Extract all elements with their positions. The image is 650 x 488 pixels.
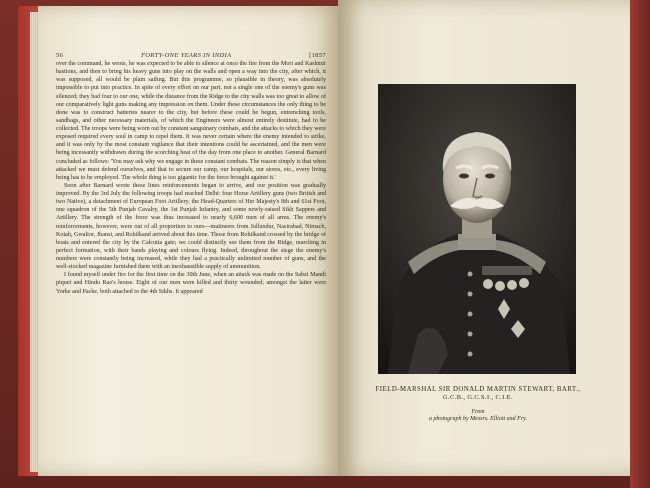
- book-cover-right-edge: [630, 0, 650, 488]
- paragraph: Soon after Barnard wrote these lines reinforcements began to arrive, and our position was gradually improved. By the 3rd July the following troops had reached Delhi: four Horse Artillery guns (two British and two Native), a detachment of European Foot Artillery, the Head-Quarters of Her Majesty's 8th and 61st Foot, one squadron of the 5th Punjab Cavalry, the 1st Punjab Infantry, and some newly-raised Sikh Sappers and Artillery. The strength of the force was thus increased to nearly 6,600 men of all arms. The enemy's reinforcements, however, were out of all proportion to ours—mutineers from Jullundur, Nasirabad, Nimach, Kotah, Gwalior, Jhansi, and Rohilkand arrived about this time. Those from Rohilkand crossed by the bridge of boats and entered the city by the Calcutta gate; we could distinctly see them from the Ridge, marching in perfect formation, with their bands playing and colours flying. Indeed, throughout the siege the enemy's numbers were constantly being increased, while they had a practically unlimited number of guns, and the well-stocked magazine furnished them with an inexhaustible supply of ammunition.: [56, 182, 326, 271]
- body-text: [56, 60, 326, 448]
- portrait-engraving: [378, 84, 576, 374]
- paragraph: I found myself under fire for the first time on the 30th June, when an attack was made on the Sabzi Mandi piquet and Hindu Rao's house. Eight of our men were killed and thirty wounded; amongst the latter were Yorke and Packe, both attached to the 4th Sikhs. It appeared: [56, 272, 326, 295]
- caption-honours: G.C.B., G.C.S.I., C.I.E.: [443, 394, 513, 401]
- caption-name: FIELD-MARSHAL SIR DONALD MARTIN STEWART, BART.,: [375, 386, 581, 393]
- portrait-illustration: [378, 84, 576, 374]
- page-number: 56: [56, 52, 64, 59]
- header-year: [1857: [309, 52, 326, 59]
- portrait-caption: [360, 386, 596, 422]
- paragraph: over the command, he wrote, he was expected to be able to silence at once the fire from the Mori and Kashmir bastions, and then to bring his heavy guns into play on the walls and open a way into the city, after which, it was supposed, all would be plain sailing. But this programme, so plausible in theory, was absolutely impossible to put into practice. In spite of every effort on our part, not a single one of the enemy's guns was silenced; they had four to our one, while the distance from the Ridge to the city walls was too great to allow of our comparatively light guns making any impression on them. Under these circumstances the only thing to be done was to construct batteries nearer to the city, but before these could be begun, entrenching tools, sandbags, and other necessary materials, of which the Engineers were almost entirely destitute, had to be collected. The troops were being worn out by constant sanguinary combats, and the attacks to which they were exposed required every soul in camp to repel them. It was never certain where the enemy intended to strike, and it was only by the most constant vigilance that their intentions could be ascertained, and the men were being incessantly withdrawn during the scorching heat of the day from one place to another. General Barnard concluded as follows: 'You may ask why we engage in these constant combats. The reason simply is that when attacked we must defend ourselves, and that to secure our camp, our hospitals, our stores, etc., every living being has to be employed. The whole thing is too gigantic for the force brought against it.': [56, 61, 326, 181]
- caption-from: From: [471, 409, 485, 415]
- page-header: [56, 52, 326, 59]
- running-title: FORTY-ONE YEARS IN INDIA: [140, 52, 232, 59]
- caption-credit: a photograph by Messrs. Elliott and Fry.: [429, 416, 527, 422]
